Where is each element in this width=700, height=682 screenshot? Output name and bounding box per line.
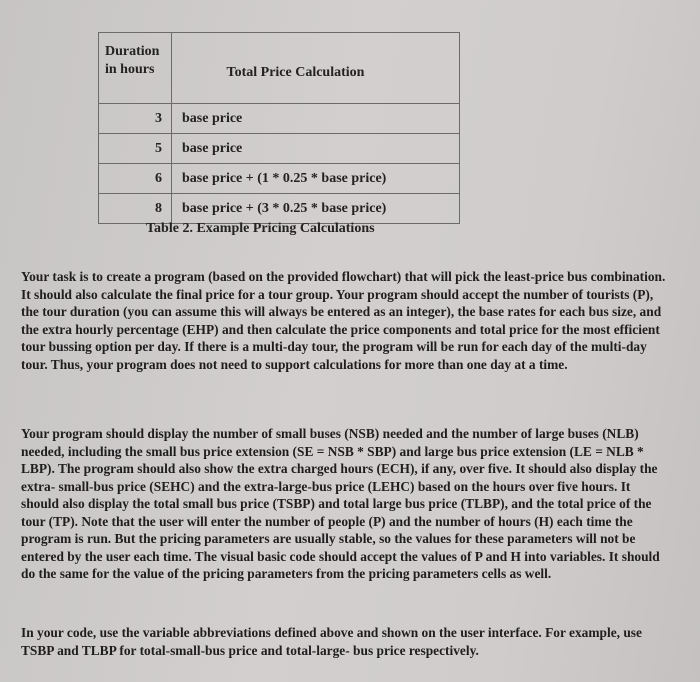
calculation-cell: base price <box>172 134 460 164</box>
table-row <box>99 194 460 224</box>
table-row <box>99 104 460 134</box>
paragraph-display-requirements: Your program should display the number of small buses (NSB) needed and the number of large buses (NLB) needed, including the small bus price extension (SE = NSB * SBP) and large bus price extension (LE = NLB * LBP). The program should also show the extra charged hours (ECH), if any, over five. It should also display the extra- small-bus price (SEHC) and the extra-large-bus price (LEHC) based on the hours over five hours. It should also display the total small bus price (TSBP) and total large bus price (TLBP), and the total price of the tour (TP). Note that the user will enter the number of people (P) and the number of hours (H) each time the program is run. But the pricing parameters are usually stable, so the values for these parameters will not be entered by the user each time. The visual basic code should accept the values of P and H into variables. It should do the same for the value of the pricing parameters from the pricing parameters cells as well. <box>21 426 660 581</box>
table-caption: Table 2. Example Pricing Calculations <box>146 221 375 236</box>
pricing-table <box>98 32 460 224</box>
duration-cell: 3 <box>99 104 172 134</box>
calculation-cell: base price + (3 * 0.25 * base price) <box>172 194 460 224</box>
table-row <box>99 134 460 164</box>
table-header-row <box>99 33 460 104</box>
header-duration: Duration in hours <box>99 33 172 104</box>
header-total-price-calculation: Total Price Calculation <box>172 33 460 104</box>
paragraph-task-description: Your task is to create a program (based on the provided flowchart) that will pick the least-price bus combination. It should also calculate the final price for a tour group. Your program should accept the number of tourists (P), the tour duration (you can assume this will always be entered as an integer), the base rates for each bus size, and the extra hourly percentage (EHP) and then calculate the price components and total price for the most efficient tour bussing option per day. If there is a multi-day tour, the program will be run for each day of the multi-day tour. Thus, your program does not need to support calculations for more than one day at a time. <box>21 269 666 372</box>
calculation-cell: base price <box>172 104 460 134</box>
calculation-cell: base price + (1 * 0.25 * base price) <box>172 164 460 194</box>
duration-cell: 6 <box>99 164 172 194</box>
duration-cell: 8 <box>99 194 172 224</box>
paragraph-variable-abbreviations: In your code, use the variable abbreviations defined above and shown on the user interface. For example, use TSBP and TLBP for total-small-bus price and total-large- bus price respectively. <box>21 625 642 658</box>
duration-cell: 5 <box>99 134 172 164</box>
table-row <box>99 164 460 194</box>
pricing-table-container <box>98 32 460 224</box>
